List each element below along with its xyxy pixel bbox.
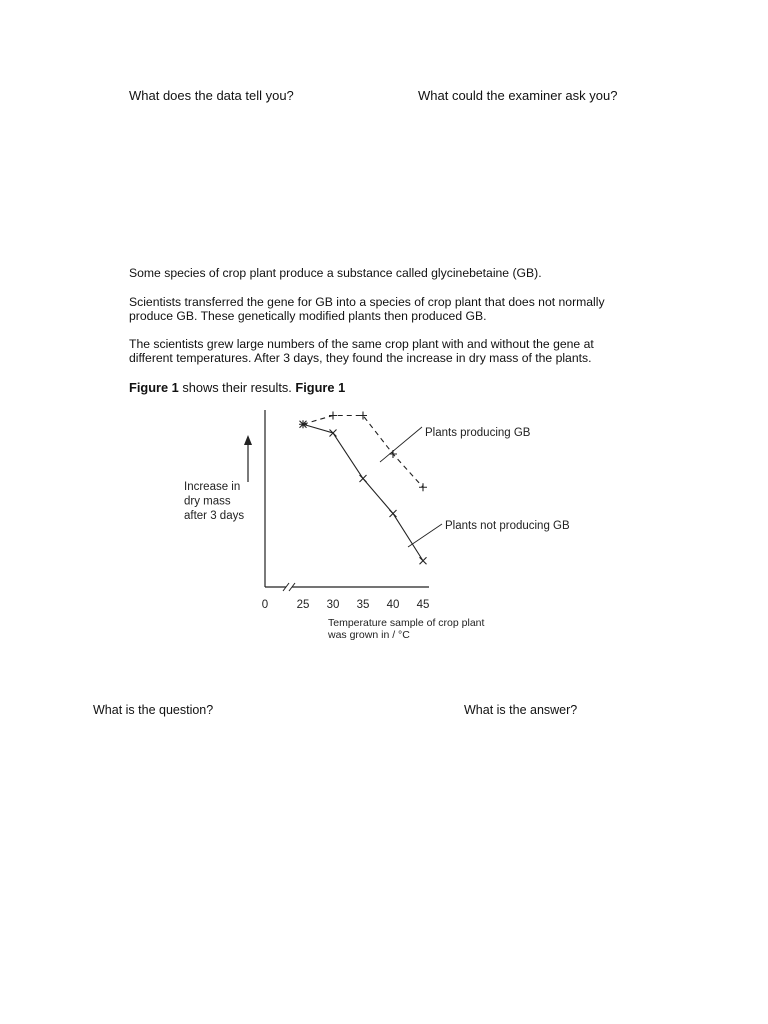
paragraph-line: produce GB. These genetically modified plants then produced GB. bbox=[129, 309, 487, 323]
leader-line-producing-gb bbox=[380, 427, 422, 462]
x-tick-label: 45 bbox=[416, 599, 430, 611]
x-axis-label-line: was grown in / °C bbox=[328, 629, 410, 641]
figure-ref-bold: Figure 1 bbox=[129, 380, 179, 395]
y-axis-label-line: dry mass bbox=[184, 495, 231, 508]
paragraph-experiment bbox=[129, 337, 649, 365]
paragraph-line: The scientists grew large numbers of the same crop plant with and without the gene at bbox=[129, 337, 594, 351]
series-line-producing-gb bbox=[303, 416, 423, 488]
x-tick-label: 40 bbox=[386, 599, 400, 611]
answer-prompt: What is the answer? bbox=[464, 703, 578, 717]
question-prompt: What is the question? bbox=[93, 703, 214, 717]
figure-1-chart bbox=[170, 405, 610, 655]
x-tick-label: 30 bbox=[326, 599, 340, 611]
data-point-not-producing-gb bbox=[390, 510, 397, 517]
y-axis-label-line: after 3 days bbox=[184, 510, 245, 522]
paragraph-line: Some species of crop plant produce a substance called glycinebetaine (GB). bbox=[129, 266, 542, 280]
x-tick-label: 0 bbox=[261, 599, 269, 611]
y-arrow-head bbox=[244, 435, 252, 445]
figure-label: Figure 1 bbox=[295, 380, 346, 395]
annotation-not-producing-gb: Plants not producing GB bbox=[445, 520, 570, 532]
data-point-producing-gb bbox=[419, 483, 427, 491]
leader-line-not-producing-gb bbox=[408, 524, 442, 547]
data-point-not-producing-gb bbox=[420, 557, 427, 564]
figure-ref-text: shows their results. bbox=[178, 380, 296, 395]
paragraph-line: different temperatures. After 3 days, they found the increase in dry mass of the plants. bbox=[129, 351, 592, 365]
annotation-producing-gb: Plants producing GB bbox=[425, 427, 531, 439]
chart-axes bbox=[244, 410, 429, 591]
data-point-producing-gb bbox=[329, 412, 337, 420]
x-axis-label-line: Temperature sample of crop plant bbox=[328, 617, 485, 629]
chart-marks bbox=[299, 412, 427, 565]
prompt-examiner-ask: What could the examiner ask you? bbox=[418, 88, 618, 103]
prompt-data-tell: What does the data tell you? bbox=[129, 88, 294, 103]
paragraph-gene-transfer bbox=[129, 295, 649, 323]
data-point-not-producing-gb bbox=[330, 430, 337, 437]
series-line-not-producing-gb bbox=[303, 424, 423, 561]
paragraph-gb-intro bbox=[129, 266, 649, 280]
y-axis-label-line: Increase in bbox=[184, 481, 241, 493]
x-tick-label: 25 bbox=[296, 599, 310, 611]
figure-reference bbox=[129, 380, 345, 395]
x-tick-label: 35 bbox=[356, 599, 370, 611]
data-point-not-producing-gb bbox=[360, 475, 367, 482]
chart-labels bbox=[184, 427, 570, 641]
paragraph-line: Scientists transferred the gene for GB into a species of crop plant that does not normally bbox=[129, 295, 605, 309]
